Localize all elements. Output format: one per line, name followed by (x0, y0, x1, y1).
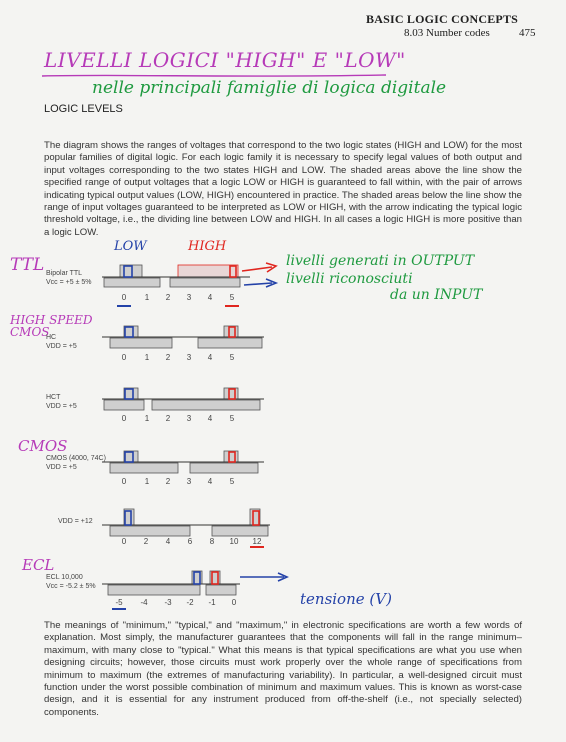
cmos12-tick: 0 (121, 537, 127, 546)
intro-paragraph: The diagram shows the ranges of voltages that correspond to the two logic states (HIGH and LOW) for the most popular families of digital logic. For each logic family it is necessary to specify legal values of both output and input voltages corresponding to the two states HIGH and LOW. The shaded areas above the line show the specified range of output voltages that a logic LOW or HIGH is guaranteed to fall within, with the pair of arrows indicating typical output values (LOW, HIGH) encountered in practice. The shaded areas below the line show the range of input voltages guaranteed to be interpreted as LOW or HIGH, with the arrow indicating the typical logic threshold voltage, i.e., the dividing line between LOW and HIGH. In all cases a logic HIGH is more positive than a logic LOW. (44, 140, 522, 238)
page-number: 475 (519, 27, 536, 39)
hct-input-low-zone (104, 400, 144, 410)
ttl-input-low-zone (104, 278, 160, 287)
cmos5-tick: 2 (165, 477, 171, 486)
hc-tick: 2 (165, 353, 171, 362)
family-label-cmos12: VDD = +12 (58, 518, 93, 525)
ttl-tick: 3 (186, 293, 192, 302)
cmos12-input-high-zone (212, 526, 268, 536)
cmos5-input-low-zone (110, 463, 178, 473)
hc-input-high-zone (198, 338, 262, 348)
hc-tick: 3 (186, 353, 192, 362)
section-heading: LOGIC LEVELS (44, 103, 123, 115)
ttl-input-high-zone (170, 278, 240, 287)
ecl-tick: -5 (115, 598, 123, 607)
family-label-ecl: ECL 10,000 Vcc = -5.2 ± 5% (46, 574, 96, 590)
hct-tick: 4 (207, 414, 213, 423)
ecl-tick: -1 (208, 598, 216, 607)
ttl-output-high-zone (178, 265, 238, 277)
cmos12-tick: 2 (143, 537, 149, 546)
hct-tick: 0 (121, 414, 127, 423)
hct-tick: 5 (229, 414, 235, 423)
ecl-tick: -4 (140, 598, 148, 607)
hc-tick: 1 (144, 353, 150, 362)
high-annotation: HIGH (188, 239, 227, 254)
ecl-tick: -3 (164, 598, 172, 607)
ecl-input-high-zone (206, 585, 236, 595)
ttl-tick: 1 (144, 293, 150, 302)
hct-tick: 3 (186, 414, 192, 423)
family-label-hct: HCT VDD = +5 (46, 394, 77, 410)
cmos12-tick: 8 (209, 537, 215, 546)
ecl-input-low-zone (108, 585, 200, 595)
cmos12-input-low-zone (110, 526, 190, 536)
ttl-annotation: TTL (10, 255, 45, 275)
ecl-tick: 0 (231, 598, 237, 607)
cmos5-tick: 3 (186, 477, 192, 486)
hct-tick: 2 (165, 414, 171, 423)
chapter-title: BASIC LOGIC CONCEPTS (366, 12, 519, 26)
ttl-tick: 2 (165, 293, 171, 302)
cmos5-input-high-zone (190, 463, 258, 473)
ttl-tick: 0 (121, 293, 127, 302)
hc-tick: 4 (207, 353, 213, 362)
input-annotation-line2: da un INPUT (390, 287, 483, 303)
axis-annotation: tensione (V) (300, 590, 392, 608)
input-annotation-line1: livelli riconosciuti (286, 271, 413, 287)
section-label: 8.03 Number codes (404, 27, 490, 39)
cmos12-tick: 4 (165, 537, 171, 546)
family-label-ttl: Bipolar TTL Vcc = +5 ± 5% (46, 270, 92, 286)
cmos5-tick: 1 (144, 477, 150, 486)
ttl-tick: 4 (207, 293, 213, 302)
low-annotation: LOW (114, 239, 147, 254)
cmos5-tick: 4 (207, 477, 213, 486)
family-label-cmos5: CMOS (4000, 74C) VDD = +5 (46, 455, 106, 471)
cmos-annotation: CMOS (18, 437, 68, 455)
handwritten-title: LIVELLI LOGICI "HIGH" E "LOW" (44, 48, 406, 72)
hs-cmos-annotation: HIGH SPEED CMOS (10, 313, 93, 339)
closing-paragraph: The meanings of "minimum," "typical," and "maximum," in electronic specifications are worth a few words of explanation. Most simply, the manufacturer guarantees that the components will fall in the range minimum–maximum, with many close to "typical." What this means is that typical specifications are what you use when designing circuits; however, those circuits must work properly over the whole range of specifications from minimum to maximum (the extremes of manufacturing variability). In particular, a well-designed circuit must function under the worst possible combination of minimum and maximum values. This is known as worst-case design, and it is essential for any instrument produced from off-the-shelf (i.e., not specially selected) components. (44, 620, 522, 718)
output-annotation: livelli generati in OUTPUT (286, 253, 475, 269)
hc-tick: 0 (121, 353, 127, 362)
family-label-hc: HC VDD = +5 (46, 334, 77, 350)
cmos12-tick: 10 (229, 537, 239, 546)
cmos12-tick: 12 (252, 537, 262, 546)
hc-input-low-zone (110, 338, 172, 348)
hct-tick: 1 (144, 414, 150, 423)
cmos5-tick: 5 (229, 477, 235, 486)
cmos12-tick: 6 (187, 537, 193, 546)
hct-input-high-zone (152, 400, 260, 410)
hc-tick: 5 (229, 353, 235, 362)
ttl-tick: 5 (229, 293, 235, 302)
ecl-tick: -2 (186, 598, 194, 607)
handwritten-subtitle: nelle principali famiglie di logica digitale (92, 78, 447, 98)
ecl-annotation: ECL (22, 556, 55, 574)
cmos5-tick: 0 (121, 477, 127, 486)
